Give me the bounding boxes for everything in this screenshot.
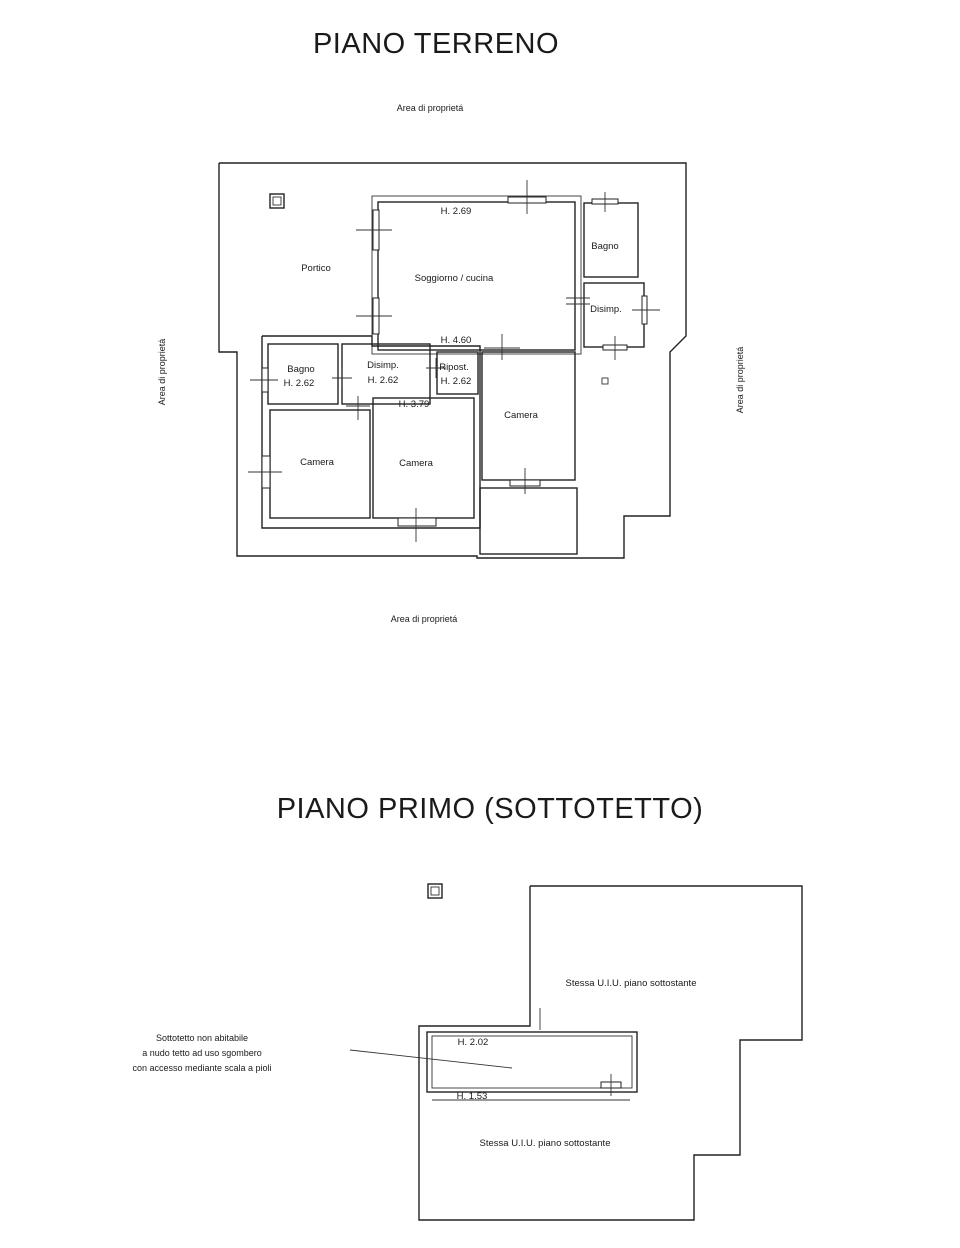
roof-outline <box>419 886 802 1220</box>
label-hall-center: Disimp. <box>367 360 399 371</box>
room-hall-right <box>584 283 644 347</box>
label-bedroom-right: Camera <box>504 410 538 421</box>
label-bath-right: Bagno <box>591 241 619 252</box>
note-line-2: a nudo tetto ad uso sgombero <box>142 1048 262 1058</box>
label-storage: Ripost. <box>439 362 469 373</box>
boundary-top-label: Area di proprietá <box>396 103 464 113</box>
label-portico: Portico <box>301 263 331 274</box>
label-bath-left: Bagno <box>287 364 315 375</box>
terrace-area <box>480 488 577 554</box>
height-living: H. 2.69 <box>440 206 472 217</box>
chimney-symbol-first <box>428 884 442 898</box>
boundary-bottom-label: Area di proprietá <box>390 614 458 624</box>
note-leader-line <box>350 1050 512 1068</box>
ground-floor-title: PIANO TERRENO <box>312 28 560 60</box>
label-bedroom-left: Camera <box>300 457 334 468</box>
height-attic-bottom: H. 1.53 <box>456 1091 488 1102</box>
room-storage <box>437 352 478 394</box>
note-line-1: Sottotetto non abitabile <box>155 1033 249 1043</box>
note-line-3: con accesso mediante scala a pioli <box>132 1063 272 1073</box>
boundary-left-label: Area di proprietá <box>157 338 167 406</box>
label-living-kitchen: Soggiorno / cucina <box>414 273 494 284</box>
label-upper-area: Stessa U.I.U. piano sottostante <box>565 978 697 989</box>
room-hall-center <box>342 344 430 404</box>
label-bedroom-center: Camera <box>399 458 433 469</box>
height-hall-center: H. 2.62 <box>367 375 399 386</box>
height-bath-left: H. 2.62 <box>283 378 315 389</box>
height-living-lower: H. 4.60 <box>440 335 472 346</box>
first-floor-title: PIANO PRIMO (SOTTOTETTO) <box>276 793 704 825</box>
room-bath-right <box>584 203 638 277</box>
height-bedroom-center: H. 3.79 <box>398 399 430 410</box>
height-attic-top: H. 2.02 <box>457 1037 489 1048</box>
boundary-right-label: Area di proprietá <box>735 346 745 414</box>
height-storage: H. 2.62 <box>440 376 472 387</box>
label-lower-area: Stessa U.I.U. piano sottostante <box>479 1138 611 1149</box>
lot-boundary <box>219 163 686 558</box>
chimney-symbol <box>270 194 284 208</box>
label-hall-right: Disimp. <box>590 304 622 315</box>
